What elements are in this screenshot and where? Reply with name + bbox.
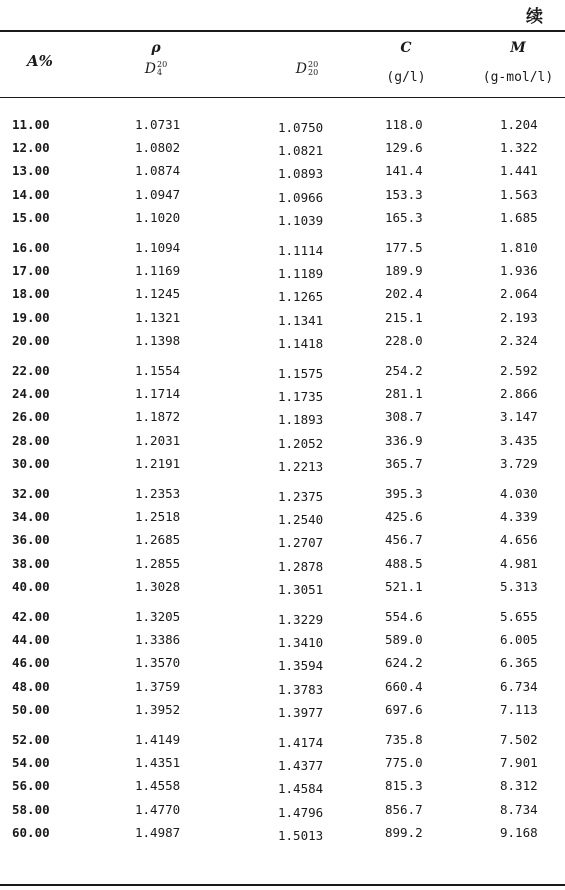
cell-density-d4: 1.3028 — [135, 578, 181, 594]
cell-m: 8.312 — [500, 778, 538, 794]
cell-density-d20: 1.1893 — [278, 412, 324, 428]
cell-m: 3.147 — [500, 409, 538, 425]
d4-sup: 20 — [157, 59, 168, 69]
cell-density-d20: 1.1114 — [278, 243, 324, 258]
cell-m: 2.866 — [500, 386, 538, 402]
cell-c: 189.9 — [385, 263, 423, 279]
cell-density-d20: 1.1341 — [278, 312, 324, 328]
cell-a-percent: 38.00 — [12, 555, 50, 571]
cell-a-percent: 30.00 — [12, 455, 50, 471]
cell-density-d4: 1.1020 — [135, 209, 181, 225]
cell-a-percent: 34.00 — [12, 509, 50, 525]
cell-a-percent: 60.00 — [12, 824, 50, 840]
cell-density-d4: 1.2191 — [135, 455, 181, 471]
cell-c: 336.9 — [385, 432, 423, 448]
cell-a-percent: 46.00 — [12, 655, 50, 671]
cell-c: 624.2 — [385, 655, 423, 671]
cell-density-d20: 1.3977 — [278, 704, 324, 720]
cell-a-percent: 28.00 — [12, 432, 50, 448]
cell-a-percent: 56.00 — [12, 778, 50, 794]
cell-c: 660.4 — [385, 678, 423, 694]
cell-m: 4.030 — [500, 486, 538, 501]
cell-density-d4: 1.2685 — [135, 532, 181, 548]
cell-density-d4: 1.4149 — [135, 732, 181, 747]
cell-a-percent: 14.00 — [12, 186, 50, 202]
c-symbol: C — [400, 40, 412, 56]
cell-a-percent: 40.00 — [12, 578, 50, 594]
cell-a-percent: 15.00 — [12, 209, 50, 225]
cell-m: 1.441 — [500, 163, 538, 179]
cell-a-percent: 32.00 — [12, 486, 50, 501]
cell-m: 6.734 — [500, 678, 538, 694]
cell-a-percent: 36.00 — [12, 532, 50, 548]
cell-c: 899.2 — [385, 824, 423, 840]
cell-m: 9.168 — [500, 824, 538, 840]
cell-density-d20: 1.1039 — [278, 212, 324, 228]
cell-m: 1.810 — [500, 240, 538, 255]
cell-c: 589.0 — [385, 632, 423, 648]
cell-density-d4: 1.2855 — [135, 555, 181, 571]
cell-density-d20: 1.1575 — [278, 366, 324, 381]
cell-a-percent: 16.00 — [12, 240, 50, 255]
cell-m: 1.322 — [500, 140, 538, 156]
cell-m: 6.005 — [500, 632, 538, 648]
cell-density-d20: 1.3594 — [278, 658, 324, 674]
cell-a-percent: 42.00 — [12, 609, 50, 624]
cell-m: 6.365 — [500, 655, 538, 671]
cell-density-d4: 1.1245 — [135, 286, 181, 302]
cell-density-d4: 1.4770 — [135, 801, 181, 817]
cell-density-d20: 1.2213 — [278, 458, 324, 474]
cell-a-percent: 24.00 — [12, 386, 50, 402]
cell-density-d4: 1.2353 — [135, 486, 181, 501]
cell-density-d20: 1.1418 — [278, 335, 324, 351]
cell-c: 735.8 — [385, 732, 423, 747]
c-unit: (g/l) — [386, 70, 426, 85]
cell-density-d4: 1.3570 — [135, 655, 181, 671]
cell-c: 177.5 — [385, 240, 423, 255]
cell-density-d20: 1.2707 — [278, 535, 324, 551]
cell-c: 488.5 — [385, 555, 423, 571]
cell-m: 2.592 — [500, 363, 538, 378]
cell-m: 5.655 — [500, 609, 538, 624]
cell-c: 308.7 — [385, 409, 423, 425]
cell-m: 2.193 — [500, 309, 538, 325]
cell-density-d20: 1.4377 — [278, 758, 324, 774]
cell-density-d20: 1.5013 — [278, 827, 324, 843]
cell-density-d20: 1.3229 — [278, 612, 324, 627]
cell-density-d20: 1.3051 — [278, 581, 324, 597]
cell-c: 554.6 — [385, 609, 423, 624]
cell-m: 2.324 — [500, 332, 538, 348]
cell-a-percent: 58.00 — [12, 801, 50, 817]
cell-c: 775.0 — [385, 755, 423, 771]
cell-c: 521.1 — [385, 578, 423, 594]
cell-density-d20: 1.2540 — [278, 512, 324, 528]
cell-density-d20: 1.0893 — [278, 166, 324, 182]
cell-c: 215.1 — [385, 309, 423, 325]
cell-density-d20: 1.1735 — [278, 389, 324, 405]
cell-density-d4: 1.1872 — [135, 409, 181, 425]
continued-label: 续 — [526, 7, 543, 27]
cell-density-d20: 1.0821 — [278, 143, 324, 159]
cell-density-d4: 1.0731 — [135, 117, 181, 132]
cell-density-d4: 1.1169 — [135, 263, 181, 279]
cell-a-percent: 20.00 — [12, 332, 50, 348]
cell-c: 141.4 — [385, 163, 423, 179]
cell-m: 1.936 — [500, 263, 538, 279]
cell-density-d20: 1.2878 — [278, 558, 324, 574]
cell-a-percent: 48.00 — [12, 678, 50, 694]
cell-a-percent: 11.00 — [12, 117, 50, 132]
cell-c: 228.0 — [385, 332, 423, 348]
cell-m: 5.313 — [500, 578, 538, 594]
cell-m: 4.981 — [500, 555, 538, 571]
cell-m: 1.204 — [500, 117, 538, 132]
cell-m: 2.064 — [500, 286, 538, 302]
cell-a-percent: 17.00 — [12, 263, 50, 279]
cell-density-d20: 1.4584 — [278, 781, 324, 797]
cell-m: 7.113 — [500, 701, 538, 717]
cell-m: 4.339 — [500, 509, 538, 525]
cell-c: 456.7 — [385, 532, 423, 548]
cell-c: 165.3 — [385, 209, 423, 225]
cell-c: 202.4 — [385, 286, 423, 302]
cell-density-d20: 1.4796 — [278, 804, 324, 820]
cell-a-percent: 26.00 — [12, 409, 50, 425]
cell-density-d4: 1.2518 — [135, 509, 181, 525]
d4-sub: 4 — [157, 67, 163, 77]
cell-a-percent: 19.00 — [12, 309, 50, 325]
cell-a-percent: 13.00 — [12, 163, 50, 179]
d20-symbol: D — [295, 61, 308, 77]
cell-a-percent: 18.00 — [12, 286, 50, 302]
cell-density-d4: 1.1321 — [135, 309, 181, 325]
cell-density-d4: 1.3386 — [135, 632, 181, 648]
d4-symbol: D — [144, 61, 157, 77]
cell-m: 4.656 — [500, 532, 538, 548]
cell-density-d20: 1.3410 — [278, 635, 324, 651]
cell-density-d4: 1.3759 — [135, 678, 181, 694]
cell-density-d20: 1.0750 — [278, 120, 324, 135]
cell-a-percent: 54.00 — [12, 755, 50, 771]
cell-c: 118.0 — [385, 117, 423, 132]
cell-density-d20: 1.4174 — [278, 735, 324, 750]
cell-m: 1.563 — [500, 186, 538, 202]
m-symbol: M — [510, 40, 526, 56]
cell-density-d4: 1.3952 — [135, 701, 181, 717]
cell-density-d4: 1.1094 — [135, 240, 181, 255]
cell-density-d4: 1.4987 — [135, 824, 181, 840]
cell-density-d20: 1.1189 — [278, 266, 324, 282]
d20-sup: 20 — [308, 59, 319, 69]
cell-density-d4: 1.3205 — [135, 609, 181, 624]
cell-c: 395.3 — [385, 486, 423, 501]
cell-c: 815.3 — [385, 778, 423, 794]
cell-c: 254.2 — [385, 363, 423, 378]
cell-c: 365.7 — [385, 455, 423, 471]
rho-symbol: ρ — [151, 40, 161, 56]
cell-m: 3.729 — [500, 455, 538, 471]
cell-density-d4: 1.2031 — [135, 432, 181, 448]
cell-m: 8.734 — [500, 801, 538, 817]
cell-density-d4: 1.1714 — [135, 386, 181, 402]
cell-a-percent: 12.00 — [12, 140, 50, 156]
cell-density-d4: 1.1554 — [135, 363, 181, 378]
cell-density-d4: 1.0874 — [135, 163, 181, 179]
cell-density-d4: 1.0802 — [135, 140, 181, 156]
m-unit: (g-mol/l) — [482, 70, 554, 85]
cell-a-percent: 50.00 — [12, 701, 50, 717]
cell-density-d20: 1.2052 — [278, 435, 324, 451]
cell-c: 697.6 — [385, 701, 423, 717]
cell-density-d4: 1.4558 — [135, 778, 181, 794]
cell-density-d20: 1.2375 — [278, 489, 324, 504]
cell-m: 1.685 — [500, 209, 538, 225]
header-a-percent: A% — [27, 52, 53, 70]
cell-c: 425.6 — [385, 509, 423, 525]
cell-a-percent: 22.00 — [12, 363, 50, 378]
cell-m: 7.901 — [500, 755, 538, 771]
cell-density-d20: 1.0966 — [278, 189, 324, 205]
cell-density-d4: 1.4351 — [135, 755, 181, 771]
cell-density-d20: 1.1265 — [278, 289, 324, 305]
cell-c: 281.1 — [385, 386, 423, 402]
d20-sub: 20 — [308, 67, 319, 77]
cell-m: 3.435 — [500, 432, 538, 448]
cell-density-d4: 1.1398 — [135, 332, 181, 348]
cell-c: 856.7 — [385, 801, 423, 817]
cell-a-percent: 52.00 — [12, 732, 50, 747]
cell-density-d20: 1.3783 — [278, 681, 324, 697]
cell-c: 129.6 — [385, 140, 423, 156]
cell-density-d4: 1.0947 — [135, 186, 181, 202]
cell-c: 153.3 — [385, 186, 423, 202]
cell-a-percent: 44.00 — [12, 632, 50, 648]
cell-m: 7.502 — [500, 732, 538, 747]
